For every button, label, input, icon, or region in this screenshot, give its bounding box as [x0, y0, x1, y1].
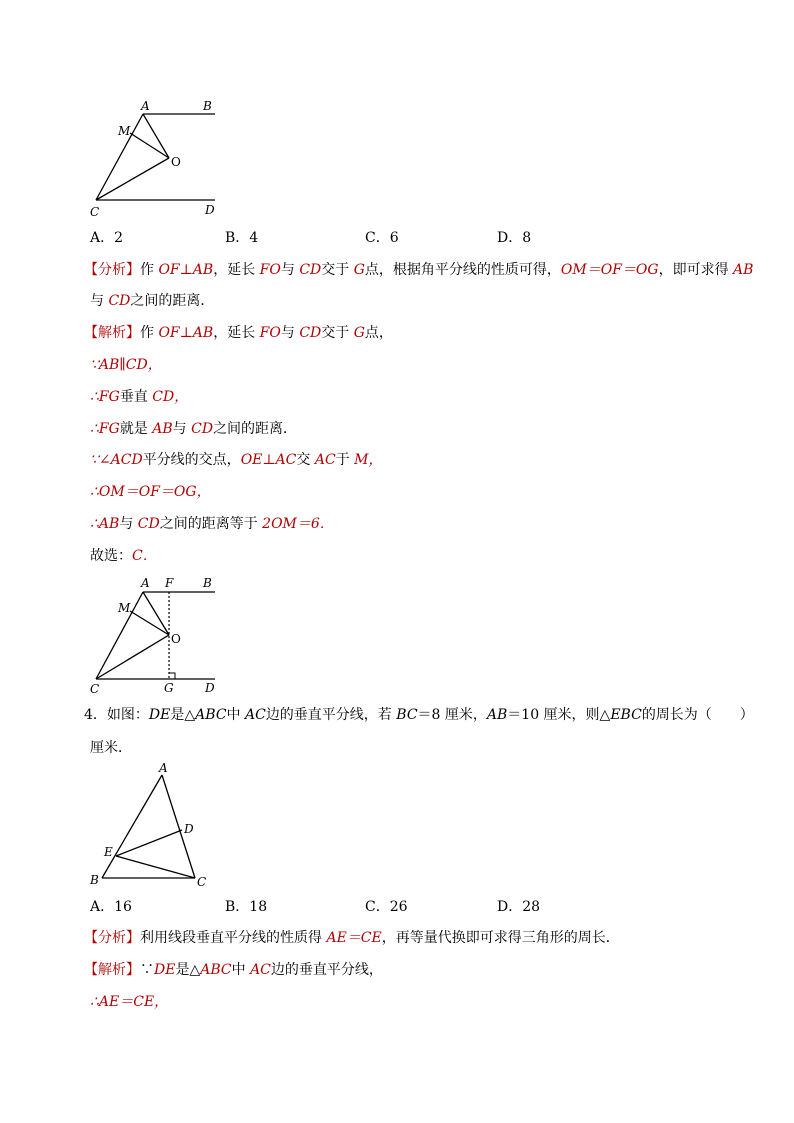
- q3-solution-line2: ∴FG垂直 CD，: [90, 389, 189, 405]
- choice-c: C．6: [365, 230, 399, 246]
- analysis-tag: 【分析】: [84, 262, 140, 278]
- label-A: A: [141, 99, 150, 113]
- choice-a: A．2: [90, 230, 124, 246]
- q3-solution-line7: 故选：C．: [90, 548, 157, 564]
- q4-solution-line0: 【解析】∵DE是△ABC中 AC边的垂直平分线，: [84, 962, 383, 978]
- choice-d: D．28: [497, 899, 541, 915]
- q4-analysis: 【分析】利用线段垂直平分线的性质得 AE＝CE，再等量代换即可求得三角形的周长．: [84, 930, 620, 946]
- question-number: 4．: [84, 707, 107, 723]
- q3-solution-line6: ∴AB与 CD之间的距离等于 2OM＝6．: [90, 516, 334, 532]
- q3-analysis-line2: 与 CD之间的距离．: [90, 293, 215, 309]
- q4-solution-line1: ∴AE＝CE，: [90, 994, 169, 1010]
- label-O: O: [171, 155, 181, 169]
- label-E: E: [104, 845, 113, 859]
- label-O: O: [171, 632, 181, 646]
- label-B: B: [203, 576, 212, 590]
- choice-d: D．8: [497, 230, 532, 246]
- geometry-figure-1: [85, 95, 225, 220]
- label-C: C: [197, 875, 207, 889]
- label-F: F: [165, 576, 174, 590]
- q3-solution-line5: ∴OM＝OF＝OG，: [90, 484, 211, 500]
- label-C: C: [90, 682, 100, 696]
- label-B: B: [90, 873, 99, 887]
- label-C: C: [90, 205, 100, 219]
- label-M: M: [118, 124, 131, 138]
- label-M: M: [118, 601, 131, 615]
- q4-stem-line2: 厘米．: [90, 740, 132, 756]
- q4-stem-line1: 4．如图：DE是△ABC中 AC边的垂直平分线，若 BC＝8 厘米，AB＝10 厘米，则△EBC的周长为（ ）: [84, 707, 754, 723]
- label-G: G: [164, 681, 174, 695]
- choice-c: C．26: [365, 899, 408, 915]
- choice-a: A．16: [90, 899, 132, 915]
- solution-tag: 【解析】: [84, 325, 140, 341]
- choice-b: B．4: [225, 230, 259, 246]
- solution-tag: 【解析】: [84, 962, 140, 978]
- choice-b: B．18: [225, 899, 268, 915]
- q3-analysis-line1: 【分析】作 OF⊥AB，延长 FO与 CD交于 G点，根据角平分线的性质可得，OM＝OF＝OG，即可求得 AB: [84, 262, 754, 278]
- q3-solution-line4: ∵∠ACD平分线的交点，OE⊥AC交 AC于 M，: [90, 452, 383, 468]
- label-D: D: [184, 822, 194, 836]
- label-D: D: [205, 203, 215, 217]
- q3-solution-line0: 【解析】作 OF⊥AB，延长 FO与 CD交于 G点，: [84, 325, 393, 341]
- label-B: B: [203, 99, 212, 113]
- q3-solution-line1: ∵AB∥CD，: [90, 357, 162, 373]
- label-A: A: [141, 576, 150, 590]
- geometry-figure-2: [85, 572, 225, 697]
- analysis-tag: 【分析】: [84, 930, 140, 946]
- label-D: D: [205, 681, 215, 695]
- q3-solution-line3: ∴FG就是 AB与 CD之间的距离．: [90, 421, 298, 437]
- label-A: A: [159, 761, 168, 775]
- geometry-figure-3: [85, 760, 215, 890]
